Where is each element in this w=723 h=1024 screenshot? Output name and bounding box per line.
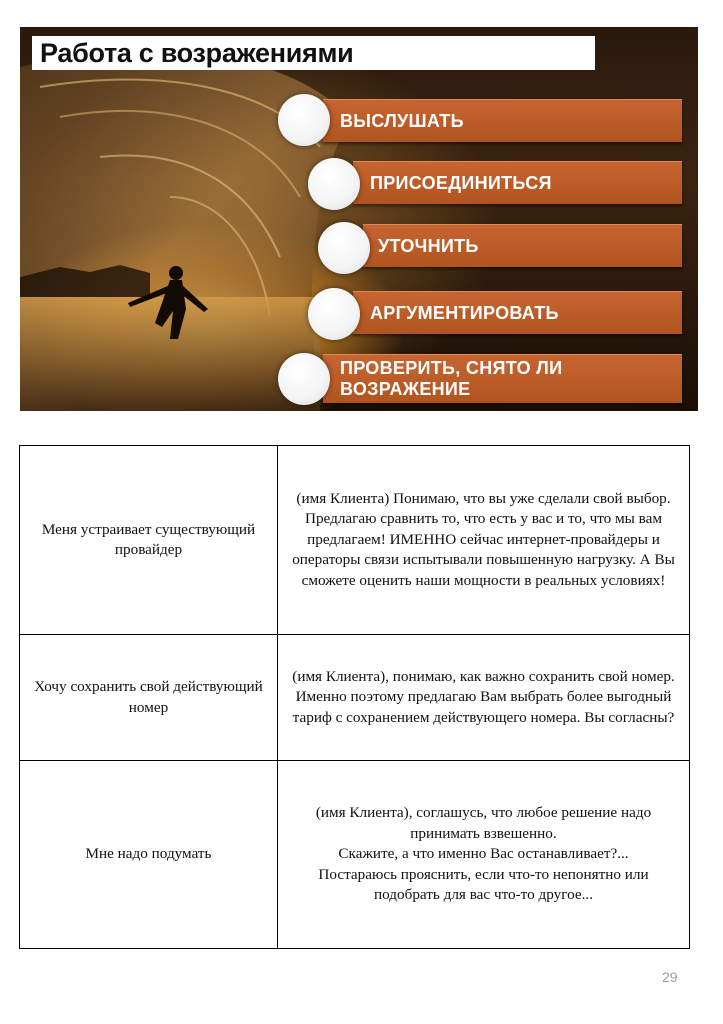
objections-table bbox=[19, 445, 690, 949]
slide-title: Работа с возражениями bbox=[40, 38, 354, 68]
step-4-circle bbox=[308, 288, 360, 340]
step-5-label: ПРОВЕРИТЬ, СНЯТО ЛИ ВОЗРАЖЕНИЕ bbox=[340, 358, 563, 399]
step-2-circle bbox=[308, 158, 360, 210]
step-1-circle bbox=[278, 94, 330, 146]
table-row bbox=[20, 635, 690, 761]
step-3-bar bbox=[363, 224, 682, 267]
slide-image bbox=[20, 27, 698, 411]
page-number: 29 bbox=[662, 969, 678, 985]
step-3-label: УТОЧНИТЬ bbox=[378, 235, 479, 256]
table-row bbox=[20, 446, 690, 635]
response-cell: (имя Клиента) Понимаю, что вы уже сделали свой выбор. Предлагаю сравнить то, что есть у вас и то, что мы вам предлагаем! ИМЕННО сейчас интернет-провайдеры и операторы связи испытывали повышенную нагрузку. А Вы сможете оценить наши мощности в реальных условиях! bbox=[278, 446, 690, 635]
response-cell: (имя Клиента), соглашусь, что любое решение надо принимать взвешенно. Скажите, а что именно Вас останавливает?... Постараюсь прояснить, если что-то непонятно или подобрать для вас что-то другое... bbox=[278, 761, 690, 949]
step-4-label: АРГУМЕНТИРОВАТЬ bbox=[370, 302, 559, 323]
table-row bbox=[20, 761, 690, 949]
step-2-bar bbox=[353, 161, 682, 204]
step-5-bar bbox=[323, 354, 682, 403]
response-cell: (имя Клиента), понимаю, как важно сохранить свой номер. Именно поэтому предлагаю Вам выбрать более выгодный тариф с сохранением действующего номера. Вы согласны? bbox=[278, 635, 690, 761]
objection-cell: Мне надо подумать bbox=[20, 761, 278, 949]
step-4-bar bbox=[353, 291, 682, 334]
step-1-label: ВЫСЛУШАТЬ bbox=[340, 110, 464, 131]
step-5-circle bbox=[278, 353, 330, 405]
step-3-circle bbox=[318, 222, 370, 274]
step-1-bar bbox=[323, 99, 682, 142]
objection-cell: Меня устраивает существующий провайдер bbox=[20, 446, 278, 635]
step-2-label: ПРИСОЕДИНИТЬСЯ bbox=[370, 172, 552, 193]
slide-title-box bbox=[32, 36, 595, 70]
objection-cell: Хочу сохранить свой действующий номер bbox=[20, 635, 278, 761]
